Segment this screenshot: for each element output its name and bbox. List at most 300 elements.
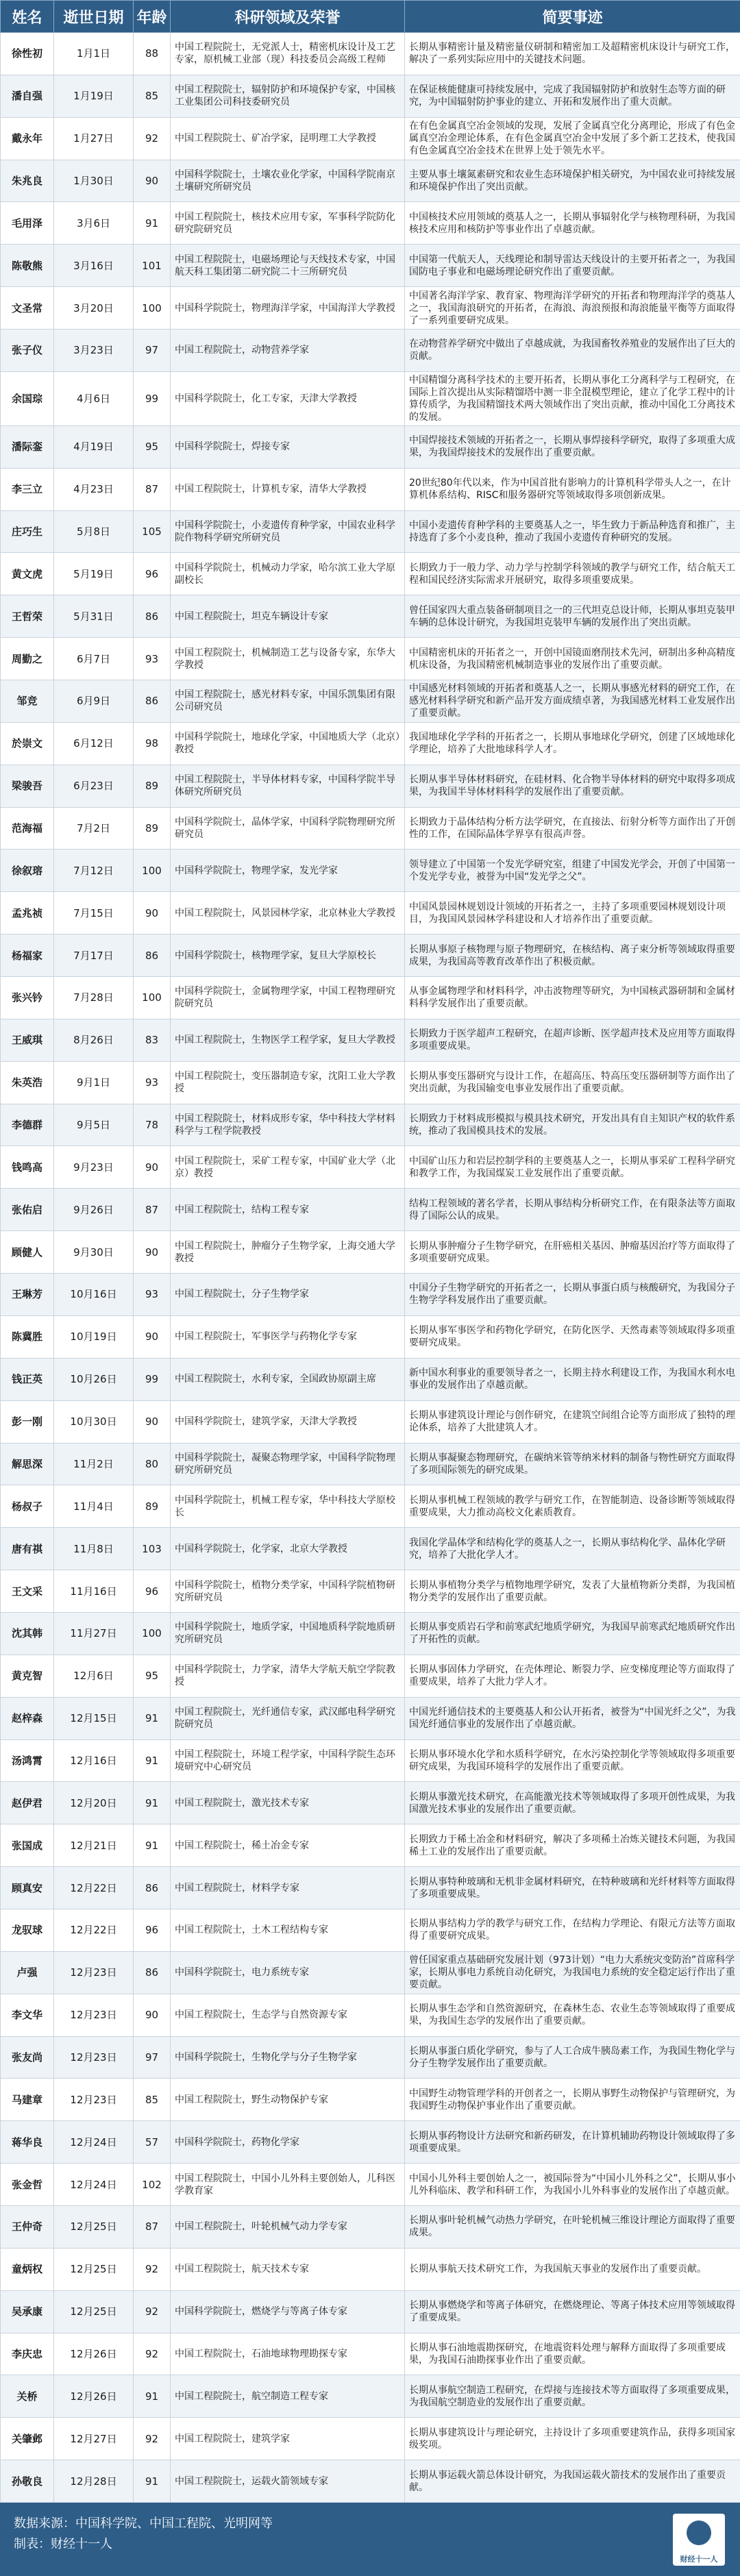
field-cell: 中国工程院院士，辐射防护和环境保护专家，中国核工业集团公司科技委研究员 (171, 75, 405, 117)
table-row (1, 807, 740, 850)
deeds-cell: 长期致力于晶体结构分析方法学研究，在直接法、衍射分析等方面作出了开创性的工作，在国际晶体学界享有很高声誉。 (405, 807, 740, 850)
field-cell: 中国工程院院士，电磁场理论与天线技术专家，中国航天科工集团第二研究院二十三所研究员 (171, 245, 405, 287)
name-cell: 杨福家 (1, 934, 54, 977)
age-cell: 86 (134, 1867, 171, 1909)
logo-mark-icon (687, 2521, 711, 2545)
field-cell: 中国科学院院士，小麦遗传育种学家，中国农业科学院作物科学研究所研究员 (171, 510, 405, 553)
field-cell: 中国工程院院士，材料成形专家，华中科技大学材料科学与工程学院教授 (171, 1104, 405, 1146)
field-cell: 中国工程院院士，叶轮机械气动力学专家 (171, 2205, 405, 2248)
deeds-cell: 长期从事原子核物理与原子物理研究，在核结构、离子束分析等领域取得重要成果，为我国高等教育改革作出了积极贡献。 (405, 934, 740, 977)
date-cell: 12月25日 (54, 2248, 134, 2290)
date-cell: 9月30日 (54, 1231, 134, 1274)
table-row (1, 287, 740, 330)
name-cell: 孟兆祯 (1, 892, 54, 934)
table-row (1, 2248, 740, 2290)
age-cell: 97 (134, 330, 171, 372)
table-row (1, 425, 740, 468)
age-cell: 90 (134, 1146, 171, 1189)
name-cell: 张兴钤 (1, 977, 54, 1019)
table-row (1, 2121, 740, 2164)
header-name: 姓名 (1, 1, 54, 33)
age-cell: 93 (134, 1061, 171, 1104)
table-row (1, 1782, 740, 1824)
deeds-cell: 长期从事植物分类学与植物地理学研究，发表了大量植物新分类群，为我国植物分类学的发展作出了重要贡献。 (405, 1570, 740, 1613)
header-field: 科研领域及荣誉 (171, 1, 405, 33)
name-cell: 吴承康 (1, 2290, 54, 2333)
field-cell: 中国工程院院士，军事医学与药物化学专家 (171, 1315, 405, 1358)
name-cell: 戴永年 (1, 117, 54, 160)
name-cell: 王琳芳 (1, 1274, 54, 1316)
deeds-cell: 中国风景园林规划设计领域的开拓者之一，主持了多项重要园林规划设计项目，为我国风景园林学科建设和人才培养作出了重要贡献。 (405, 892, 740, 934)
name-cell: 黄克智 (1, 1655, 54, 1697)
date-cell: 9月5日 (54, 1104, 134, 1146)
table-row (1, 553, 740, 595)
date-cell: 12月22日 (54, 1867, 134, 1909)
table-row (1, 1909, 740, 1951)
deeds-cell: 领导建立了中国第一个发光学研究室，组建了中国发光学会，开创了中国第一个发光学专业，被誉为中国“发光学之父”。 (405, 850, 740, 892)
field-cell: 中国科学院院士，土壤农业化学家，中国科学院南京土壤研究所研究员 (171, 160, 405, 202)
brand-logo (673, 2514, 725, 2566)
name-cell: 陈冀胜 (1, 1315, 54, 1358)
table-row (1, 510, 740, 553)
name-cell: 唐有祺 (1, 1528, 54, 1570)
deeds-cell: 曾任国家四大重点装备研制项目之一的三代坦克总设计师，长期从事坦克装甲车辆的总体设计研究，为我国坦克装甲车辆的发展作出了突出贡献。 (405, 595, 740, 638)
age-cell: 93 (134, 1274, 171, 1316)
age-cell: 92 (134, 117, 171, 160)
table-row (1, 680, 740, 723)
table-row (1, 1019, 740, 1061)
field-cell: 中国工程院院士，坦克车辆设计专家 (171, 595, 405, 638)
table-row (1, 117, 740, 160)
date-cell: 11月27日 (54, 1612, 134, 1655)
date-cell: 10月19日 (54, 1315, 134, 1358)
name-cell: 顾健人 (1, 1231, 54, 1274)
field-cell: 中国工程院院士，生态学与自然资源专家 (171, 1994, 405, 2036)
table-row (1, 934, 740, 977)
table-row (1, 722, 740, 765)
table-row (1, 160, 740, 202)
age-cell: 100 (134, 977, 171, 1019)
date-cell: 1月1日 (54, 33, 134, 75)
age-cell: 103 (134, 1528, 171, 1570)
age-cell: 86 (134, 595, 171, 638)
table-row (1, 1443, 740, 1485)
field-cell: 中国科学院院士，化学家，北京大学教授 (171, 1528, 405, 1570)
deeds-cell: 长期从事激光技术研究，在高能激光技术等领域取得了多项开创性成果，为我国激光技术事业的发展作出了重要贡献。 (405, 1782, 740, 1824)
name-cell: 张国成 (1, 1824, 54, 1867)
date-cell: 3月23日 (54, 330, 134, 372)
table-row (1, 2205, 740, 2248)
deeds-cell: 中国焊接技术领域的开拓者之一，长期从事焊接科学研究，取得了多项重大成果，为我国焊接技术的发展作出了重要贡献。 (405, 425, 740, 468)
deeds-cell: 我国地球化学学科的开拓者之一，长期从事地球化学研究，创建了区域地球化学理论，培养了大批地球科学人才。 (405, 722, 740, 765)
age-cell: 91 (134, 2375, 171, 2418)
table-row (1, 2460, 740, 2503)
age-cell: 87 (134, 1189, 171, 1231)
name-cell: 徐叙瑢 (1, 850, 54, 892)
date-cell: 11月4日 (54, 1485, 134, 1528)
table-row (1, 892, 740, 934)
table-row (1, 1231, 740, 1274)
date-cell: 10月30日 (54, 1400, 134, 1443)
age-cell: 85 (134, 75, 171, 117)
date-cell: 1月19日 (54, 75, 134, 117)
date-cell: 4月19日 (54, 425, 134, 468)
deeds-cell: 中国矿山压力和岩层控制学科的主要奠基人之一，长期从事采矿工程科学研究和教学工作，为我国煤炭工业发展作出了重要贡献。 (405, 1146, 740, 1189)
field-cell: 中国工程院院士，变压器制造专家，沈阳工业大学教授 (171, 1061, 405, 1104)
date-cell: 12月6日 (54, 1655, 134, 1697)
age-cell: 78 (134, 1104, 171, 1146)
name-cell: 赵伊君 (1, 1782, 54, 1824)
table-row (1, 2375, 740, 2418)
age-cell: 91 (134, 202, 171, 245)
age-cell: 87 (134, 468, 171, 510)
name-cell: 张佑启 (1, 1189, 54, 1231)
age-cell: 97 (134, 2036, 171, 2079)
name-cell: 蒋华良 (1, 2121, 54, 2164)
deeds-cell: 长期从事军事医学和药物化学研究，在防化医学、天然毒素等领域取得多项重要研究成果。 (405, 1315, 740, 1358)
deeds-cell: 长期从事肿瘤分子生物学研究，在肝癌相关基因、肿瘤基因治疗等方面取得了多项重要研究成果。 (405, 1231, 740, 1274)
name-cell: 汤鸿霄 (1, 1739, 54, 1782)
table-row (1, 1189, 740, 1231)
field-cell: 中国科学院院士，物理海洋学家，中国海洋大学教授 (171, 287, 405, 330)
date-cell: 12月24日 (54, 2121, 134, 2164)
table-row (1, 1061, 740, 1104)
table-header-row (1, 1, 740, 33)
table-row (1, 2164, 740, 2206)
field-cell: 中国科学院院士，物理学家，发光学家 (171, 850, 405, 892)
data-source-note: 数据来源：中国科学院、中国工程院、光明网等 (14, 2514, 726, 2534)
deeds-cell: 长期从事药物设计方法研究和新药研发，在计算机辅助药物设计领域取得了多项重要成果。 (405, 2121, 740, 2164)
deeds-cell: 长期致力于稀土冶金和材料研究，解决了多项稀土冶炼关键技术问题，为我国稀土工业的发展作出了重要贡献。 (405, 1824, 740, 1867)
name-cell: 潘际銮 (1, 425, 54, 468)
field-cell: 中国科学院院士，核物理学家，复旦大学原校长 (171, 934, 405, 977)
date-cell: 7月2日 (54, 807, 134, 850)
name-cell: 王仲奇 (1, 2205, 54, 2248)
name-cell: 徐性初 (1, 33, 54, 75)
date-cell: 12月23日 (54, 1994, 134, 2036)
table-body (1, 33, 740, 2503)
deeds-cell: 长期从事建筑设计理论与创作研究，在建筑空间组合论等方面形成了独特的理论体系，培养了大批建筑人才。 (405, 1400, 740, 1443)
field-cell: 中国科学院院士，药物化学家 (171, 2121, 405, 2164)
date-cell: 12月26日 (54, 2375, 134, 2418)
table-row (1, 595, 740, 638)
field-cell: 中国科学院院士，晶体学家，中国科学院物理研究所研究员 (171, 807, 405, 850)
table-row (1, 1358, 740, 1400)
name-cell: 於崇文 (1, 722, 54, 765)
date-cell: 12月23日 (54, 1951, 134, 1994)
name-cell: 龙驭球 (1, 1909, 54, 1951)
table-row (1, 1951, 740, 1994)
deeds-cell: 长期从事特种玻璃和无机非金属材料研究，在特种玻璃和光纤材料等方面取得了多项重要成果。 (405, 1867, 740, 1909)
field-cell: 中国工程院院士、矿冶学家，昆明理工大学教授 (171, 117, 405, 160)
table-row (1, 1528, 740, 1570)
deeds-cell: 中国著名海洋学家、教育家、物理海洋学研究的开拓者和物理海洋学的奠基人之一，我国海浪研究的开拓者，在海浪、海浪预报和海浪能量平衡等方面取得了一系列重要研究成果。 (405, 287, 740, 330)
field-cell: 中国科学院院士，地球化学家，中国地质大学（北京）教授 (171, 722, 405, 765)
field-cell: 中国工程院院士，土木工程结构专家 (171, 1909, 405, 1951)
table-row (1, 1697, 740, 1739)
header-deeds: 简要事迹 (405, 1, 740, 33)
table-row (1, 977, 740, 1019)
name-cell: 文圣常 (1, 287, 54, 330)
date-cell: 12月21日 (54, 1824, 134, 1867)
header-age: 年龄 (134, 1, 171, 33)
name-cell: 关肇邺 (1, 2418, 54, 2460)
field-cell: 中国科学院院士，生物化学与分子生物学家 (171, 2036, 405, 2079)
name-cell: 张子仪 (1, 330, 54, 372)
age-cell: 91 (134, 1782, 171, 1824)
field-cell: 中国工程院院士，分子生物学家 (171, 1274, 405, 1316)
deeds-cell: 中国小儿外科主要创始人之一，被国际誉为“中国小儿外科之父”，长期从事小儿外科临床、教学和科研工作，为我国小儿外科事业的发展作出了卓越贡献。 (405, 2164, 740, 2206)
name-cell: 余国琮 (1, 371, 54, 425)
field-cell: 中国工程院院士，采矿工程专家，中国矿业大学（北京）教授 (171, 1146, 405, 1189)
deeds-cell: 长期从事环境水化学和水质科学研究，在水污染控制化学等领域取得多项重要研究成果，为我国环境科学的发展作出了重要贡献。 (405, 1739, 740, 1782)
age-cell: 102 (134, 2164, 171, 2206)
table-row (1, 2290, 740, 2333)
name-cell: 马建章 (1, 2079, 54, 2121)
date-cell: 4月6日 (54, 371, 134, 425)
field-cell: 中国工程院院士，风景园林学家，北京林业大学教授 (171, 892, 405, 934)
field-cell: 中国工程院院士，计算机专家，清华大学教授 (171, 468, 405, 510)
name-cell: 潘自强 (1, 75, 54, 117)
field-cell: 中国工程院院士，生物医学工程学家，复旦大学教授 (171, 1019, 405, 1061)
name-cell: 王文采 (1, 1570, 54, 1613)
table-row (1, 468, 740, 510)
age-cell: 89 (134, 765, 171, 807)
date-cell: 1月30日 (54, 160, 134, 202)
date-cell: 7月15日 (54, 892, 134, 934)
name-cell: 沈其韩 (1, 1612, 54, 1655)
name-cell: 范海福 (1, 807, 54, 850)
date-cell: 8月26日 (54, 1019, 134, 1061)
table-row (1, 2036, 740, 2079)
field-cell: 中国工程院院士，无党派人士，精密机床设计及工艺专家，原机械工业部（现）科技委员会高级工程师 (171, 33, 405, 75)
age-cell: 101 (134, 245, 171, 287)
field-cell: 中国科学院院士，焊接专家 (171, 425, 405, 468)
deeds-cell: 长期从事燃烧学和等离子体研究，在燃烧理论、等离子体技术应用等领域取得了重要成果。 (405, 2290, 740, 2333)
deeds-cell: 长期从事机械工程领域的教学与研究工作，在智能制造、设备诊断等领域取得重要成果，大力推动高校文化素质教育。 (405, 1485, 740, 1528)
table-row (1, 1104, 740, 1146)
name-cell: 钱正英 (1, 1358, 54, 1400)
date-cell: 9月26日 (54, 1189, 134, 1231)
header-date: 逝世日期 (54, 1, 134, 33)
name-cell: 毛用泽 (1, 202, 54, 245)
age-cell: 90 (134, 1400, 171, 1443)
logo-text: 财经十一人 (673, 2549, 725, 2570)
deeds-cell: 中国核技术应用领域的奠基人之一，长期从事辐射化学与核物理科研，为我国核技术应用和核防护等事业作出了卓越贡献。 (405, 202, 740, 245)
deeds-cell: 结构工程领域的著名学者，长期从事结构分析研究工作，在有限条法等方面取得了国际公认的成果。 (405, 1189, 740, 1231)
field-cell: 中国科学院院士，电力系统专家 (171, 1951, 405, 1994)
date-cell: 12月22日 (54, 1909, 134, 1951)
field-cell: 中国工程院院士，肿瘤分子生物学家，上海交通大学教授 (171, 1231, 405, 1274)
deeds-cell: 长期致力于一般力学、动力学与控制学科领域的教学与研究工作，结合航天工程和国民经济实际需求开展研究，取得多项重要成果。 (405, 553, 740, 595)
table-footer (0, 2503, 740, 2576)
table-row (1, 2333, 740, 2375)
name-cell: 李文华 (1, 1994, 54, 2036)
age-cell: 90 (134, 1231, 171, 1274)
name-cell: 庄巧生 (1, 510, 54, 553)
field-cell: 中国科学院院士，机械工程专家，华中科技大学原校长 (171, 1485, 405, 1528)
field-cell: 中国科学院院士，燃烧学与等离子体专家 (171, 2290, 405, 2333)
date-cell: 9月1日 (54, 1061, 134, 1104)
date-cell: 5月8日 (54, 510, 134, 553)
date-cell: 6月7日 (54, 638, 134, 680)
field-cell: 中国工程院院士，激光技术专家 (171, 1782, 405, 1824)
deeds-cell: 在保证核能健康可持续发展中，完成了我国辐射防护和放射生态等方面的研究，为中国辐射防护事业的建立、开拓和发展作出了重大贡献。 (405, 75, 740, 117)
deeds-cell: 中国感光材料领域的开拓者和奠基人之一，长期从事感光材料的研究工作，在感光材料科学研究和新产品开发方面成绩卓著，为我国感光材料工业发展作出了重要贡献。 (405, 680, 740, 723)
date-cell: 3月16日 (54, 245, 134, 287)
name-cell: 陈敬熊 (1, 245, 54, 287)
deeds-cell: 20世纪80年代以来，作为中国首批有影响力的计算机科学带头人之一，在计算机体系结构、RISC和服务器研究等领域取得多项创新成果。 (405, 468, 740, 510)
date-cell: 12月25日 (54, 2290, 134, 2333)
date-cell: 12月24日 (54, 2164, 134, 2206)
date-cell: 11月16日 (54, 1570, 134, 1613)
field-cell: 中国工程院院士，石油地球物理勘探专家 (171, 2333, 405, 2375)
age-cell: 91 (134, 1824, 171, 1867)
deeds-cell: 曾任国家重点基础研究发展计划（973计划）“电力大系统灾变防治”首席科学家，长期从事电力系统自动化研究，为我国电力系统的安全稳定运行作出了重要贡献。 (405, 1951, 740, 1994)
age-cell: 91 (134, 2460, 171, 2503)
date-cell: 7月28日 (54, 977, 134, 1019)
deeds-cell: 长期从事结构力学的教学与研究工作，在结构力学理论、有限元方法等方面取得了重要研究成果。 (405, 1909, 740, 1951)
date-cell: 12月16日 (54, 1739, 134, 1782)
table-row (1, 1274, 740, 1316)
age-cell: 100 (134, 1612, 171, 1655)
table-row (1, 2418, 740, 2460)
deeds-cell: 长期从事航空制造工程研究，在焊接与连接技术等方面取得了多项重要成果，为我国航空制造业的发展作出了重要贡献。 (405, 2375, 740, 2418)
date-cell: 12月23日 (54, 2079, 134, 2121)
name-cell: 顾真安 (1, 1867, 54, 1909)
name-cell: 王威琪 (1, 1019, 54, 1061)
field-cell: 中国工程院院士，结构工程专家 (171, 1189, 405, 1231)
table-row (1, 330, 740, 372)
age-cell: 95 (134, 425, 171, 468)
table-row (1, 75, 740, 117)
age-cell: 96 (134, 1909, 171, 1951)
date-cell: 3月6日 (54, 202, 134, 245)
name-cell: 孙敬良 (1, 2460, 54, 2503)
age-cell: 105 (134, 510, 171, 553)
age-cell: 96 (134, 1570, 171, 1613)
deeds-cell: 在动物营养学研究中做出了卓越成就，为我国畜牧养殖业的发展作出了巨大的贡献。 (405, 330, 740, 372)
name-cell: 张金哲 (1, 2164, 54, 2206)
name-cell: 童炳权 (1, 2248, 54, 2290)
table-row (1, 1867, 740, 1909)
date-cell: 10月26日 (54, 1358, 134, 1400)
date-cell: 12月25日 (54, 2205, 134, 2248)
age-cell: 57 (134, 2121, 171, 2164)
age-cell: 80 (134, 1443, 171, 1485)
name-cell: 邹竞 (1, 680, 54, 723)
field-cell: 中国工程院院士，机械制造工艺与设备专家，东华大学教授 (171, 638, 405, 680)
name-cell: 梁骏吾 (1, 765, 54, 807)
age-cell: 89 (134, 1485, 171, 1528)
field-cell: 中国工程院院士，动物营养学家 (171, 330, 405, 372)
table-row (1, 1146, 740, 1189)
table-row (1, 33, 740, 75)
date-cell: 5月19日 (54, 553, 134, 595)
age-cell: 95 (134, 1655, 171, 1697)
name-cell: 关桥 (1, 2375, 54, 2418)
deeds-cell: 长期从事生态学和自然资源研究，在森林生态、农业生态等领域取得了重要成果，为我国生态学的发展作出了重要贡献。 (405, 1994, 740, 2036)
field-cell: 中国工程院院士，中国小儿外科主要创始人，儿科医学教育家 (171, 2164, 405, 2206)
age-cell: 86 (134, 934, 171, 977)
table-row (1, 371, 740, 425)
field-cell: 中国工程院院士，运载火箭领域专家 (171, 2460, 405, 2503)
field-cell: 中国科学院院士，建筑学家，天津大学教授 (171, 1400, 405, 1443)
age-cell: 92 (134, 2248, 171, 2290)
deeds-cell: 长期从事精密计量及精密量仪研制和精密加工及超精密机床设计与研究工作，解决了一系列实际应用中的关键技术问题。 (405, 33, 740, 75)
name-cell: 杨叔子 (1, 1485, 54, 1528)
table-row (1, 638, 740, 680)
deeds-cell: 中国精馏分离科学技术的主要开拓者，长期从事化工分离科学与工程研究，在国际上首次提出从实际精馏塔中测一非全混模型理论，建立了化学工程中的计算传质学，为我国精馏技术两大领域作出了突出贡献，推动中国化工分离技术的发展。 (405, 371, 740, 425)
field-cell: 中国科学院院士，化工专家，天津大学教授 (171, 371, 405, 425)
field-cell: 中国工程院院士，稀土冶金专家 (171, 1824, 405, 1867)
table-row (1, 1400, 740, 1443)
date-cell: 6月12日 (54, 722, 134, 765)
age-cell: 88 (134, 33, 171, 75)
table-row (1, 1570, 740, 1613)
field-cell: 中国工程院院士，环境工程学家，中国科学院生态环境研究中心研究员 (171, 1739, 405, 1782)
deeds-cell: 长期从事航天技术研究工作，为我国航天事业的发展作出了重要贡献。 (405, 2248, 740, 2290)
age-cell: 90 (134, 1315, 171, 1358)
date-cell: 6月23日 (54, 765, 134, 807)
age-cell: 89 (134, 807, 171, 850)
name-cell: 李德群 (1, 1104, 54, 1146)
age-cell: 92 (134, 2290, 171, 2333)
deeds-cell: 在有色金属真空冶金领域的发现，发展了金属真空化分离理论，形成了有色金属真空冶金理论体系，在有色金属真空冶金中发展了多个新工艺技术，使我国有色金属真空冶金技术在世界上处于领先水平。 (405, 117, 740, 160)
deeds-cell: 我国化学晶体学和结构化学的奠基人之一，长期从事结构化学、晶体化学研究，培养了大批化学人才。 (405, 1528, 740, 1570)
field-cell: 中国科学院院士，植物分类学家，中国科学院植物研究所研究员 (171, 1570, 405, 1613)
table-row (1, 1612, 740, 1655)
age-cell: 92 (134, 2418, 171, 2460)
table-row (1, 1315, 740, 1358)
table-row (1, 850, 740, 892)
deeds-cell: 长期从事固体力学研究，在壳体理论、断裂力学、应变梯度理论等方面取得了重要成果，培养了大批力学人才。 (405, 1655, 740, 1697)
producer-note: 制表：财经十一人 (14, 2534, 726, 2555)
deeds-cell: 长期从事变质岩石学和前寒武纪地质学研究，为我国早前寒武纪地质研究作出了开拓性的贡献。 (405, 1612, 740, 1655)
name-cell: 王哲荣 (1, 595, 54, 638)
table-row (1, 202, 740, 245)
field-cell: 中国科学院院士，力学家，清华大学航天航空学院教授 (171, 1655, 405, 1697)
table-row (1, 765, 740, 807)
deeds-cell: 长期从事凝聚态物理研究，在碳纳米管等纳米材料的制备与物性研究方面取得了多项国际领先的研究成果。 (405, 1443, 740, 1485)
deeds-cell: 中国精密机床的开拓者之一，开创中国镜面磨削技术先河，研制出多种高精度机床设备，为我国精密机械制造事业的发展作出了重要贡献。 (405, 638, 740, 680)
deeds-cell: 中国第一代航天人，天线理论和制导雷达天线设计的主要开拓者之一，为我国国防电子事业和电磁场理论研究作出了重要贡献。 (405, 245, 740, 287)
date-cell: 9月23日 (54, 1146, 134, 1189)
deeds-cell: 中国野生动物管理学科的开创者之一，长期从事野生动物保护与管理研究，为我国野生动物保护事业作出了重要贡献。 (405, 2079, 740, 2121)
name-cell: 解思深 (1, 1443, 54, 1485)
table-row (1, 245, 740, 287)
date-cell: 5月31日 (54, 595, 134, 638)
field-cell: 中国科学院院士，机械动力学家，哈尔滨工业大学原副校长 (171, 553, 405, 595)
date-cell: 12月27日 (54, 2418, 134, 2460)
deeds-cell: 中国分子生物学研究的开拓者之一，长期从事蛋白质与核酸研究，为我国分子生物学学科发展作出了重要贡献。 (405, 1274, 740, 1316)
deeds-cell: 新中国水利事业的重要领导者之一，长期主持水利建设工作，为我国水利水电事业的发展作出了卓越贡献。 (405, 1358, 740, 1400)
deeds-cell: 中国光纤通信技术的主要奠基人和公认开拓者，被誉为“中国光纤之父”，为我国光纤通信事业的发展作出了卓越贡献。 (405, 1697, 740, 1739)
field-cell: 中国工程院院士，水利专家，全国政协原副主席 (171, 1358, 405, 1400)
age-cell: 83 (134, 1019, 171, 1061)
deeds-cell: 长期从事半导体材料研究，在硅材料、化合物半导体材料的研究中取得多项成果，为我国半导体材料科学的发展作出了重要贡献。 (405, 765, 740, 807)
table-row (1, 1655, 740, 1697)
age-cell: 91 (134, 1739, 171, 1782)
field-cell: 中国科学院院士，凝聚态物理学家，中国科学院物理研究所研究员 (171, 1443, 405, 1485)
date-cell: 12月26日 (54, 2333, 134, 2375)
deeds-cell: 长期从事蛋白质化学研究，参与了人工合成牛胰岛素工作，为我国生物化学与分子生物学发展作出了重要贡献。 (405, 2036, 740, 2079)
age-cell: 87 (134, 2205, 171, 2248)
name-cell: 朱兆良 (1, 160, 54, 202)
age-cell: 98 (134, 722, 171, 765)
age-cell: 86 (134, 680, 171, 723)
deeds-cell: 长期从事叶轮机械气动热力学研究，在叶轮机械三维设计理论方面取得了重要成果。 (405, 2205, 740, 2248)
